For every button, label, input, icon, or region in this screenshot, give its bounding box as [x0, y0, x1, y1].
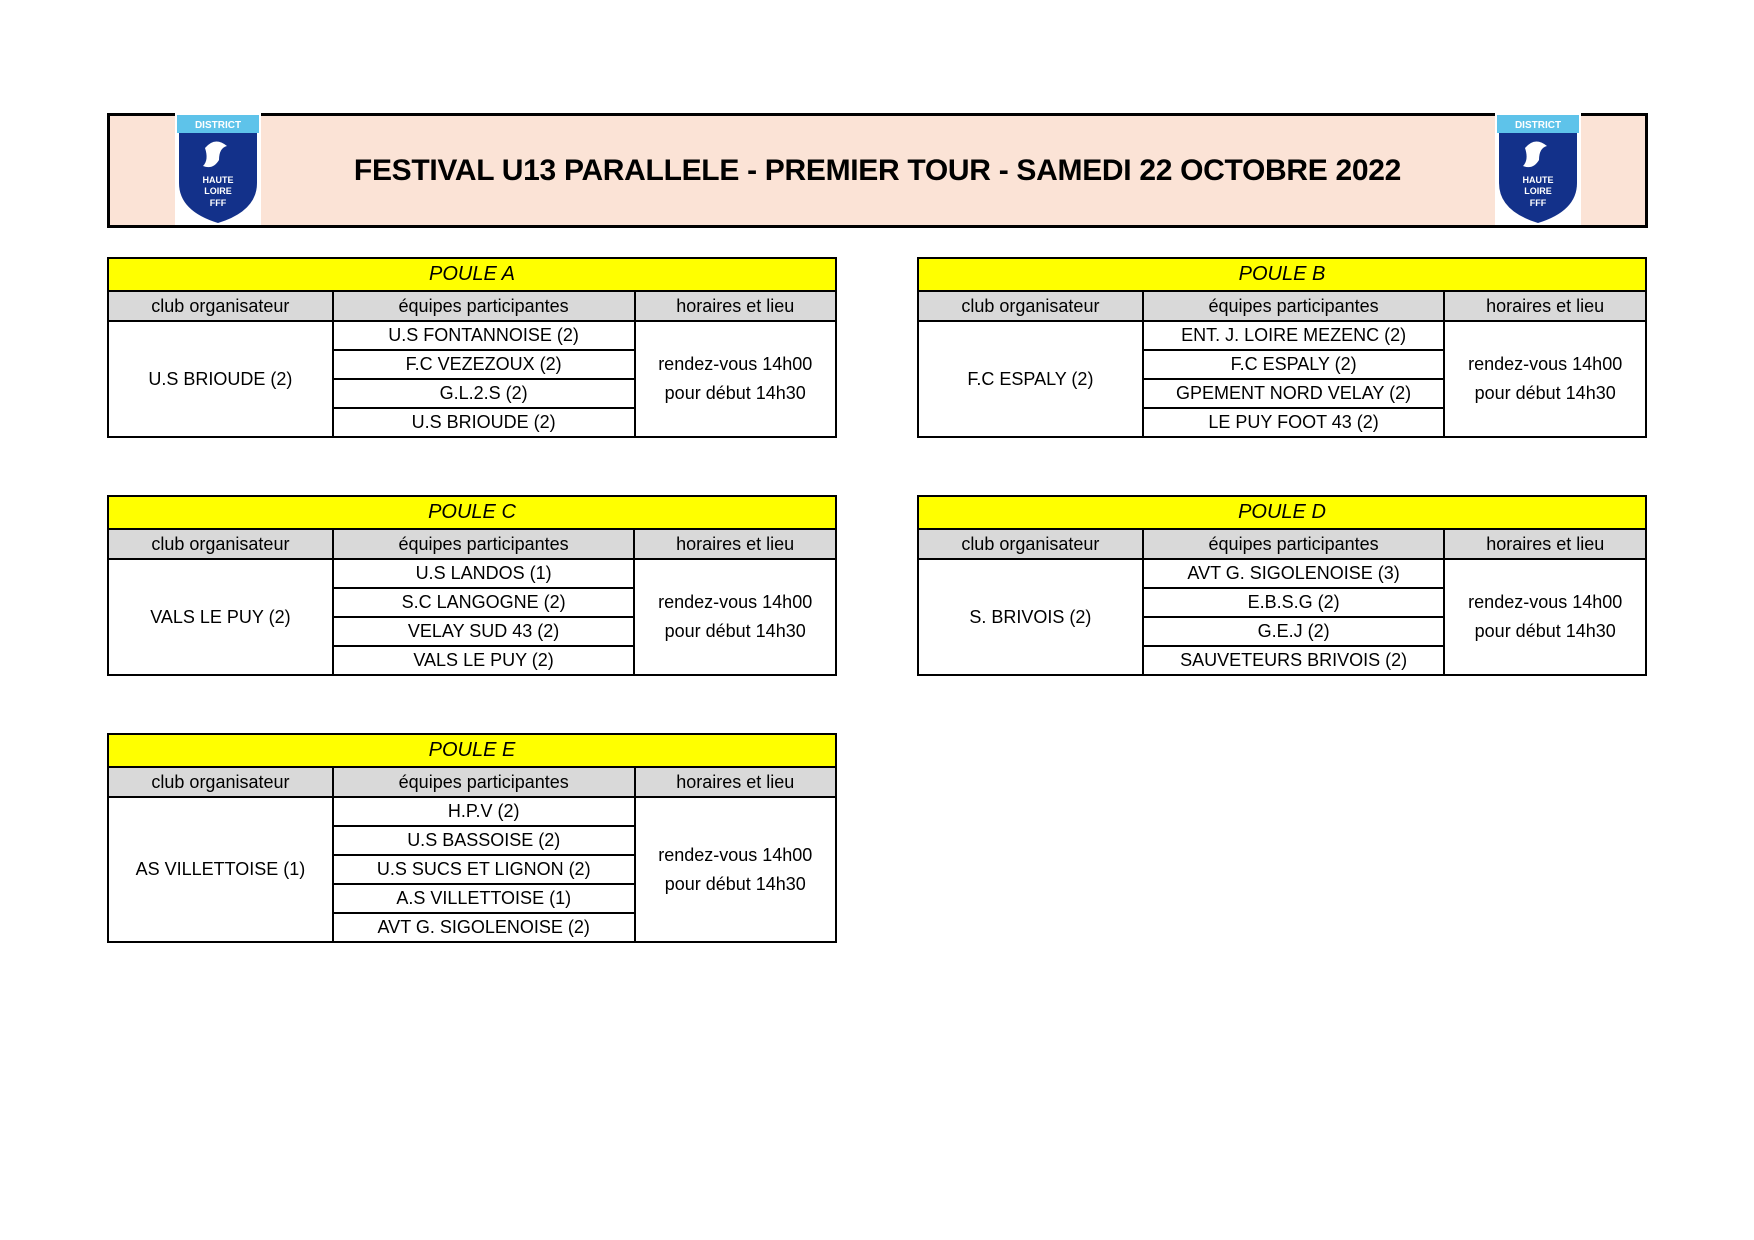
poule-name: POULE E: [108, 734, 836, 767]
column-header: horaires et lieu: [635, 767, 836, 797]
column-header: club organisateur: [108, 291, 333, 321]
poule-name: POULE C: [108, 496, 836, 529]
page-title: FESTIVAL U13 PARALLELE - PREMIER TOUR - SAMEDI 22 OCTOBRE 2022: [353, 153, 1402, 187]
svg-text:LOIRE: LOIRE: [204, 186, 232, 196]
column-header: club organisateur: [918, 291, 1143, 321]
svg-text:FFF: FFF: [209, 198, 227, 208]
column-header: équipes participantes: [333, 767, 635, 797]
poule-name: POULE A: [108, 258, 836, 291]
column-header: horaires et lieu: [1444, 291, 1646, 321]
start-time: pour début 14h30: [1474, 621, 1616, 641]
poule-name: POULE D: [918, 496, 1646, 529]
team-cell: U.S FONTANNOISE (2): [333, 321, 635, 350]
column-header: équipes participantes: [1143, 291, 1445, 321]
team-cell: U.S LANDOS (1): [333, 559, 635, 588]
column-header: club organisateur: [108, 767, 333, 797]
start-time: pour début 14h30: [1474, 383, 1616, 403]
district-logo-right: [1495, 113, 1581, 225]
svg-text:FFF: FFF: [1529, 198, 1547, 208]
team-cell: A.S VILLETTOISE (1): [333, 884, 635, 913]
team-cell: H.P.V (2): [333, 797, 635, 826]
column-header: horaires et lieu: [634, 529, 836, 559]
meeting-time: rendez-vous 14h00: [658, 592, 813, 612]
column-header: horaires et lieu: [635, 291, 837, 321]
team-cell: U.S BASSOISE (2): [333, 826, 635, 855]
team-cell: AVT G. SIGOLENOISE (2): [333, 913, 635, 942]
svg-text:DISTRICT: DISTRICT: [194, 120, 242, 131]
poule-table: [107, 495, 837, 676]
column-header: équipes participantes: [333, 291, 635, 321]
team-cell: E.B.S.G (2): [1143, 588, 1445, 617]
team-cell: ENT. J. LOIRE MEZENC (2): [1143, 321, 1445, 350]
team-cell: VELAY SUD 43 (2): [333, 617, 635, 646]
column-header: club organisateur: [918, 529, 1143, 559]
schedule-cell: [1444, 559, 1646, 675]
svg-text:HAUTE: HAUTE: [1522, 175, 1554, 185]
start-time: pour début 14h30: [664, 383, 806, 403]
poule-table: [107, 733, 837, 943]
team-cell: GPEMENT NORD VELAY (2): [1143, 379, 1445, 408]
column-header: horaires et lieu: [1444, 529, 1646, 559]
team-cell: F.C VEZEZOUX (2): [333, 350, 635, 379]
column-header: équipes participantes: [333, 529, 635, 559]
column-header: équipes participantes: [1143, 529, 1445, 559]
organizer-club: VALS LE PUY (2): [108, 559, 333, 675]
title-banner: [107, 113, 1648, 228]
poule-table: [107, 257, 837, 438]
poule-table: [917, 495, 1647, 676]
schedule-cell: [635, 797, 836, 942]
team-cell: LE PUY FOOT 43 (2): [1143, 408, 1445, 437]
district-logo-left: [175, 113, 261, 225]
svg-text:LOIRE: LOIRE: [1524, 186, 1552, 196]
meeting-time: rendez-vous 14h00: [658, 844, 813, 865]
organizer-club: S. BRIVOIS (2): [918, 559, 1143, 675]
team-cell: U.S BRIOUDE (2): [333, 408, 635, 437]
team-cell: SAUVETEURS BRIVOIS (2): [1143, 646, 1445, 675]
organizer-club: F.C ESPALY (2): [918, 321, 1143, 437]
meeting-time: rendez-vous 14h00: [1468, 354, 1623, 374]
schedule-cell: [634, 559, 836, 675]
start-time: pour début 14h30: [664, 621, 806, 641]
poule-name: POULE B: [918, 258, 1646, 291]
team-cell: G.L.2.S (2): [333, 379, 635, 408]
organizer-club: AS VILLETTOISE (1): [108, 797, 333, 942]
team-cell: U.S SUCS ET LIGNON (2): [333, 855, 635, 884]
svg-text:HAUTE: HAUTE: [202, 175, 234, 185]
organizer-club: U.S BRIOUDE (2): [108, 321, 333, 437]
meeting-time: rendez-vous 14h00: [1468, 592, 1623, 612]
schedule-cell: [635, 321, 837, 437]
team-cell: VALS LE PUY (2): [333, 646, 635, 675]
poule-table: [917, 257, 1647, 438]
team-cell: AVT G. SIGOLENOISE (3): [1143, 559, 1445, 588]
start-time: pour début 14h30: [664, 873, 806, 894]
svg-text:DISTRICT: DISTRICT: [1514, 120, 1562, 131]
schedule-cell: [1444, 321, 1646, 437]
column-header: club organisateur: [108, 529, 333, 559]
team-cell: F.C ESPALY (2): [1143, 350, 1445, 379]
team-cell: G.E.J (2): [1143, 617, 1445, 646]
meeting-time: rendez-vous 14h00: [658, 354, 813, 374]
team-cell: S.C LANGOGNE (2): [333, 588, 635, 617]
